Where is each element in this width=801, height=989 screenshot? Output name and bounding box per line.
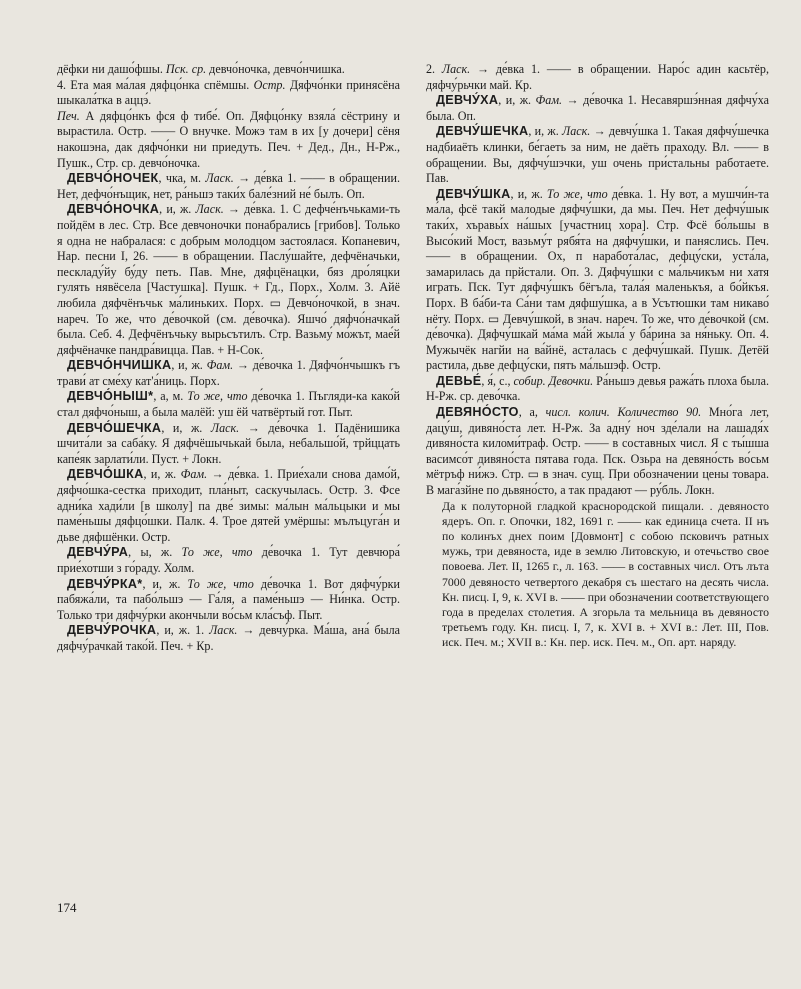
entry-body: Ра́ньшэ девья ража́ть плоха была. Н-Рж. ср. дево́чка.	[426, 373, 769, 404]
headword: ДЕВЧО́НЧИШКА	[67, 358, 172, 373]
entry-label: Ласк.	[202, 420, 240, 435]
dictionary-entry	[57, 202, 400, 358]
entry-grammar: , и, ж.	[510, 186, 543, 201]
entry-label: Ласк.	[558, 124, 591, 139]
entry-body: девчо́ночка, девчо́нчишка.	[206, 62, 345, 76]
entry-grammar: , чка, м.	[158, 171, 202, 186]
headword: ДЕВЧУ́РКА*	[67, 576, 143, 591]
headword: ДЕВЧО́ШКА	[67, 467, 144, 482]
headword: ДЕВЧО́ШЕЧКА	[67, 420, 162, 435]
headword: ДЕВЯНО́СТО	[436, 405, 519, 420]
dictionary-entry	[57, 623, 400, 654]
headword: ДЕВЧУ́РОЧКА	[67, 623, 157, 638]
entry-body: → де́вка. 1. С дефче́нъчьками-ть пойдём в лес. Стр. Все девчоночки понабрались [грибов]. Только я одна не набралася: с добрым молодцом застоялася. Копаневич, Нар. песни I, 26. —— в обращении. Паслу́шайте, дефчёначьки, пескладу́йу бу́ду петь. Пав. Мне, дяфцёнацки, бяз дро́ляцки гулять нявёсела [Частушка]. Пушк. + Гд., Порх., Холм. 3. Айё любила дяфчёнъчьк ма́линьких. Порх. ▭ Девчо́ночкой, в знач. нареч. То же, что де́вочкой (см. де́вочка). Яшчо́ дяфчо́начкай была. Себ. 4. Дефчёнъчьку вырьсътилъ. Стр. Вазьму́ мо́жът, мае́й дяфчёначке пандра́вицца. Пав. + Н-Сок.	[57, 202, 400, 357]
entry-body: А дяфцо́нкъ фся ф тибе́. Оп. Дяфцо́нку взяла́ сёстрину и вырастила. Остр. —— О внучке. Можэ там в их [у дочери] сёня накошэна, дак дяфчо́нки ни приедуть. Печ. + Дед., Дн., Н-Рж., Пушк., Стр. ср. девчо́ночка.	[57, 108, 400, 170]
dictionary-entry	[426, 93, 769, 124]
page-number: 174	[57, 900, 77, 915]
entry-label: Фам.	[202, 358, 234, 373]
entry-label: Ласк.	[435, 62, 471, 76]
entry-grammar: , и, ж. 1.	[156, 623, 205, 638]
two-column-layout	[57, 62, 777, 655]
left-column	[57, 62, 400, 655]
entry-grammar: , я́, с.,	[481, 373, 511, 388]
headword: ДЕВЧО́НОЧКА	[67, 202, 160, 217]
dictionary-entry	[57, 545, 400, 576]
entry-label: То же, что	[180, 576, 254, 591]
entry-label: Фам.	[176, 467, 208, 482]
entry-body: → де́вка. 1. Прие́хали снова дамо́й, дяфчо́шка-сестка приходит, пла́ныт, саскучылась. Остр. 3. Фсе адни́ка хади́ли [в школу] па две́ зимы: ма́лын ма́льцыки и мы паме́ньшы дяфцо́шки. Палк. 4. Трое дятей умёршы: мълъцуга́н и дьве дяфшёнки. Остр.	[57, 467, 400, 544]
headword: ДЕВЧО́НЫШ*	[67, 389, 154, 404]
dictionary-entry	[426, 374, 769, 405]
entry-body: → де́вка 1. —— в обращении. Наро́с адин касьтёр, дяфчу́рьчки май. Кр.	[426, 62, 769, 92]
dictionary-entry	[57, 577, 400, 624]
dictionary-entry	[57, 78, 400, 109]
entry-grammar: , и, ж.	[171, 358, 203, 373]
entry-body: → де́вочка 1. Дяфчо́нчышкъ гъ трави́ ат сме́ху кат'а́ниць. Порх.	[57, 358, 400, 388]
entry-label: Ласк.	[201, 171, 234, 186]
headword: ДЕВЧУ́ШКА	[436, 186, 511, 201]
entry-body: → де́вочка 1. Падёнишика шчита́ли за саба́ку. Я дяфчёшычькай была, небальшо́й, трйццать капе́як зарлати́ли. Пуст. + Локн.	[57, 420, 400, 466]
entry-body: де́вочка 1. Пъгляди-ка како́й стал дяфчо́ныш, а была малёй: уш ёй чатвёртый гот. Пыт.	[57, 389, 400, 420]
entry-label: То же, что	[172, 545, 253, 560]
entry-grammar: , а, м.	[153, 389, 184, 404]
entry-grammar: , и, ж.	[528, 124, 559, 139]
headword: ДЕВЧО́НОЧЕК	[67, 171, 159, 186]
entry-body: де́вочка 1. Вот дяфчу́рки пабяжа́ли, та пабо́льшэ — Га́ля, а паме́ньшэ — Ни́нка. Остр. Только три дяфчу́рки акончыли во́сьм кла́съф. Пыт.	[57, 576, 401, 622]
entry-grammar: 4. Ета мая ма́лая дяфцо́нка спёмшы.	[57, 77, 250, 92]
entry-grammar: , а,	[518, 405, 538, 420]
entry-label: Пск. ср.	[162, 62, 207, 76]
dictionary-entry	[426, 62, 769, 93]
entry-label: То же, что	[542, 186, 608, 201]
dictionary-entry	[57, 358, 400, 389]
entry-label: Ласк.	[191, 202, 224, 217]
entry-label: собир. Девочки.	[510, 373, 594, 388]
dictionary-entry	[57, 389, 400, 420]
entry-body: де́вочка 1. Тут девчюра́ прие́хотши з го́раду. Холм.	[57, 545, 401, 575]
entry-label: Печ.	[57, 108, 80, 123]
dictionary-entry	[57, 109, 400, 171]
headword: ДЕВЬЕ́	[436, 373, 482, 388]
entry-body: → де́вочка 1. Несавяршэ́нная дяфчу́ха была. Оп.	[426, 93, 769, 123]
historical-quote-block: Да к полуторной гладкой краснородской пищали. . девяносто ядеръ. Оп. г. Опочки, 182, 1691 г. —— как единица счета. II нъ по колинъх днех поим [Довмонт] с собою псковичъ ратных мужь, три девяноста, иде в землю Литовскую, и отечьство свое повоева. Лет. II, 1265 г., л. 163. —— в составных числ. Отъ лъта 7000 девяносто четвертого декабря съ шестаго на десять числа. Кн. писц. I, 9, к. XVI в. —— при обозначении соответствующего года в пределах столетия. А згорьла та мельница въ девяносто третьемъ году. Кн. писц. I, 7, к. XVI в. + XVI в.: Лет. III, Пов. иск. Печ. м.; XVII в.: Кн. пер. иск. Печ. м., Оп. арт. наряду.	[442, 498, 769, 650]
dictionary-entry	[426, 187, 769, 374]
entry-body: → девчу́рка. Ма́ша, ана́ была дяфчу́рачкай тако́й. Печ. + Кр.	[57, 623, 401, 653]
entry-grammar: , и, ж.	[142, 576, 181, 591]
right-column-entries	[426, 62, 769, 499]
entry-grammar: , и, ж.	[161, 420, 203, 435]
right-column	[426, 62, 769, 655]
entry-body: → девчу́шка 1. Такая дяфчу́шечка надбиаёть клинки, бе́гаеть за ним, не даёть праходу. Вл. —— в обращении. Вы, дяфчу́шэчки, уш очень при́стальны работаете. Пав.	[426, 124, 769, 186]
entry-body: де́вка. 1. Ну вот, а мушчи́н-та ма́ла, фсё такй малодые дяфчу́шки, да мы. Печ. Нет дефчу́шык таки́х, хъравы́х на́шых [участниц хора]. Стр. Фсё бо́льшы в Высо́кий Мост, вазьму́т рябя́та на дяфчу́шки, и паняслись. Печ. —— в обращении. Ох, п наработа́лас, дефцу́ски, уста́ла, замарилась да прйстали. Оп. 3. Дяфчу́шки с ма́льчикъм ни хатя играть. Пск. Тут дяфчу́шкъ бёгъла, тала́я маленькъя, а бо́йкъя. Порх. В ба́би-та Са́ни там дяфшу́шка, а в Усътюшки там никаво́ нёту. Порх. ▭ Девчу́шкой, в знач. нареч. То же, что де́вочкой (см. де́вочка). Дяфчу́шкай ма́ма ма́й жыла́ у ба́рина за ня́ньку. Оп. 4. Мужычёк нагйи на ва́йнё, асталась с дефчу́шкай. Пушк. Детёй растила, дьве дефцу́ски, пять ма́льшэф. Остр.	[426, 186, 769, 373]
dictionary-entry	[57, 467, 400, 545]
entry-label: Ласк.	[204, 623, 238, 638]
dictionary-entry	[57, 171, 400, 202]
entry-grammar: , ы, ж.	[128, 545, 173, 560]
dictionary-entry	[57, 421, 400, 468]
entry-label: То же, что	[183, 389, 248, 404]
headword: ДЕВЧУ́ХА	[436, 93, 499, 108]
headword: ДЕВЧУ́ШЕЧКА	[436, 124, 529, 139]
entry-label: числ. колич. Количество 90.	[537, 405, 702, 420]
entry-body: Дяфчо́нки принясёна шыкала́тка в аццэ́.	[57, 77, 401, 108]
entry-body: → де́вка 1. —— в обращении. Нет, дефчо́нъщик, нет, ра́ньшэ таки́х бале́зний не́ былъ. Оп.	[57, 171, 400, 201]
dictionary-entry	[57, 62, 400, 78]
entry-grammar: , и, ж.	[498, 93, 532, 108]
entry-label: Остр.	[249, 77, 286, 92]
dictionary-entry	[426, 405, 769, 499]
entry-grammar: , и, ж.	[159, 202, 192, 217]
dictionary-entry	[426, 124, 769, 186]
headword: ДЕВЧУ́РА	[67, 545, 129, 560]
entry-grammar: 2.	[426, 62, 436, 76]
entry-body: Мно́га лет, дацу́ш, дивяно́ста лет. Н-Рж. За адну́ ноч зде́лали на лашадя́х дивяно́ста киломи́траф. Остр. —— в составных числ. Я с ты́шша васимсо́т дивяно́ста пятава года. Пск. Озьра на девяно́сть во́сьм мётръф ни́жэ. Стр. ▭ в знач. сущ. При обозначении цены товара. В мага́зйне по дьвяно́сто, а так прадают — ру́бль. Локн.	[426, 405, 769, 498]
entry-label: Фам.	[531, 93, 563, 108]
entry-grammar: , и, ж.	[143, 467, 177, 482]
entry-grammar: дёфки ни дашо́фшы.	[57, 62, 163, 76]
